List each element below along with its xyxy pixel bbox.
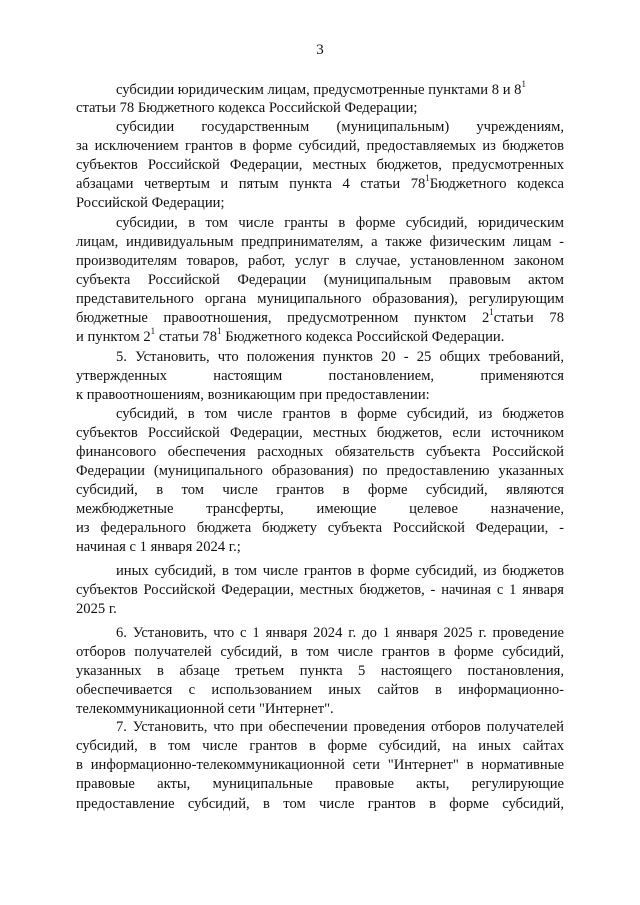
text-line: субсидий, в том числе грантов в форме субсидий, являются — [76, 482, 564, 498]
text-line: иных субсидий, в том числе грантов в форме субсидий, из бюджетов — [116, 563, 564, 579]
text-line: производителям товаров, работ, услуг в случае, установленном законом — [76, 253, 564, 269]
text-line: начиная с 1 января 2024 г.; — [76, 539, 241, 555]
text-line: статьи 78 Бюджетного кодекса Российской Федерации; — [76, 100, 418, 116]
text-line: утвержденных настоящим постановлением, применяются — [76, 368, 564, 384]
text-line: представительного органа муниципального образования), регулирующим — [76, 291, 564, 307]
text-line: межбюджетные трансферты, имеющие целевое назначение, — [76, 501, 564, 517]
text-line: в информационно-телекоммуникационной сети "Интернет" в нормативные — [76, 757, 564, 773]
text-line: указанных в абзаце третьем пункта 5 настоящего постановления, — [76, 663, 564, 679]
text-line: 7. Установить, что при обеспечении проведения отборов получателей — [116, 719, 564, 735]
text-line: за исключением грантов в форме субсидий, предоставляемых из бюджетов — [76, 138, 564, 154]
text-line: субсидий, в том числе грантов в форме субсидий, на иных сайтах — [76, 738, 564, 754]
text-line: субсидий, в том числе грантов в форме субсидий, из бюджетов — [116, 406, 564, 422]
text-line: субъектов Российской Федерации, местных бюджетов, - начиная с 1 января — [76, 582, 564, 598]
text-line: 2025 г. — [76, 601, 117, 617]
text-line: к правоотношениям, возникающим при предоставлении: — [76, 387, 430, 403]
text-line: и пунктом $2^1$ статьи $78^1$ Бюджетного кодекса Российской Федерации. — [76, 326, 505, 345]
text-line: субъектов Российской Федерации, местных бюджетов, предусмотренных — [76, 157, 564, 173]
text-line: субсидии юридическим лицам, предусмотренные пунктами 8 и $8^1$ — [116, 79, 526, 98]
text-line: финансового обеспечения расходных обязательств субъекта Российской — [76, 444, 564, 460]
text-line: лицам, индивидуальным предпринимателям, а также физическим лицам - — [76, 234, 564, 250]
text-line: Федерации (муниципального образования) по предоставлению указанных — [76, 463, 564, 479]
text-line: правовые акты, муниципальные правовые акты, регулирующие — [76, 776, 564, 792]
page-number: 3 — [316, 42, 324, 58]
text-line: субъектов Российской Федерации, местных бюджетов, если источником — [76, 425, 564, 441]
text-line: из федерального бюджета бюджету субъекта Российской Федерации, - — [76, 520, 564, 536]
text-line: Российской Федерации; — [76, 195, 225, 211]
text-line: отборов получателей субсидий, в том числе грантов в форме субсидий, — [76, 644, 564, 660]
text-line: телекоммуникационной сети "Интернет". — [76, 701, 334, 717]
text-line: субъекта Российской Федерации (муниципальным правовым актом — [76, 272, 564, 288]
text-line: субсидии государственным (муниципальным) учреждениям, — [116, 119, 564, 135]
text-line: 6. Установить, что с 1 января 2024 г. до 1 января 2025 г. проведение — [116, 625, 564, 641]
text-line: субсидии, в том числе гранты в форме субсидий, юридическим — [116, 215, 564, 231]
text-line: предоставление субсидий, в том числе грантов в форме субсидий, — [76, 796, 564, 812]
text-line: бюджетные правоотношения, предусмотренном пунктом $2^1статьи$ 78 — [76, 307, 565, 326]
text-line: 5. Установить, что положения пунктов 20 - 25 общих требований, — [116, 349, 564, 365]
text-line: абзацами четвертым и пятым пункта 4 статьи $78^1Бюджетного$ кодекса — [76, 173, 565, 192]
text-line: обеспечивается с использованием иных сайтов в информационно- — [76, 682, 564, 698]
